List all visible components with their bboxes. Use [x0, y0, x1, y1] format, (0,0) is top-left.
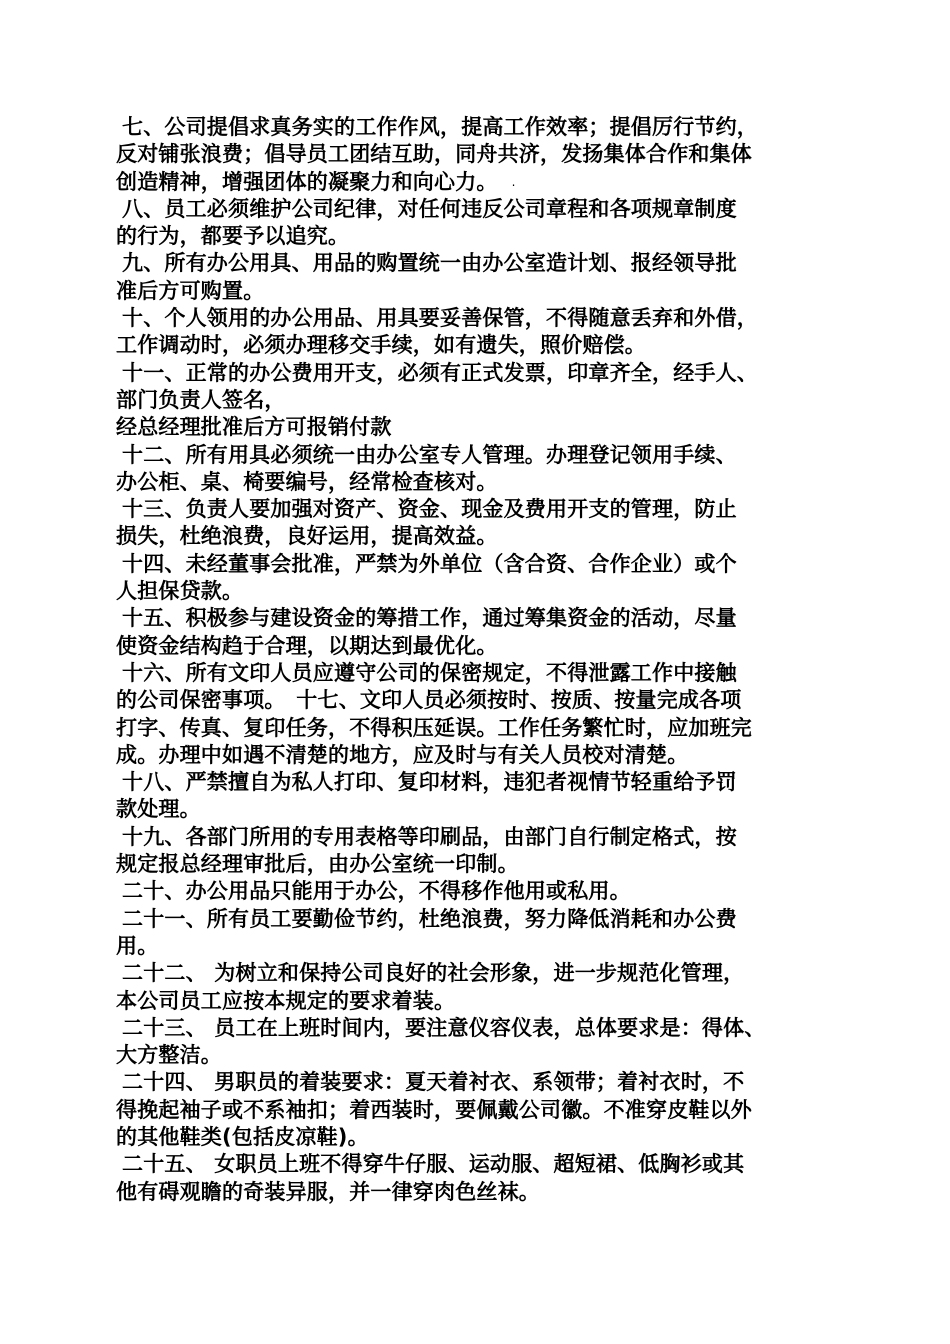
text-line — [116, 551, 840, 578]
line-text: 创造精神，增强团体的凝聚力和向心力。 — [116, 169, 498, 194]
line-text: 损失，杜绝浪费，良好运用，提高效益。 — [116, 524, 498, 549]
text-line — [116, 523, 840, 550]
text-line — [116, 1151, 840, 1178]
line-text: 使资金结构趋于合理，以期达到最优化。 — [116, 633, 498, 658]
text-line — [116, 305, 840, 332]
text-line — [116, 1179, 840, 1206]
text-line — [116, 851, 840, 878]
text-line — [116, 360, 840, 387]
line-text: 十三、负责人要加强对资产、资金、现金及费用开支的管理，防止 — [122, 497, 737, 522]
line-text: 八、员工必须维护公司纪律，对任何违反公司章程和各项规章制度 — [122, 196, 737, 221]
text-line — [116, 387, 840, 414]
text-line — [116, 878, 840, 905]
text-line — [116, 1097, 840, 1124]
line-text: 十二、所有用具必须统一由办公室专人管理。办理登记领用手续、 — [122, 442, 737, 467]
line-text: 得挽起袖子或不系袖扣；着西装时，要佩戴公司徽。不准穿皮鞋以外 — [116, 1097, 752, 1122]
line-text: 款处理。 — [116, 797, 201, 822]
line-text: 办公柜、桌、椅要编号，经常检查核对。 — [116, 469, 498, 494]
line-text: 十九、各部门所用的专用表格等印刷品，由部门自行制定格式，按 — [122, 824, 737, 849]
text-line — [116, 469, 840, 496]
text-line — [116, 906, 840, 933]
line-text: 二十一、所有员工要勤俭节约，杜绝浪费，努力降低消耗和办公费 — [122, 906, 737, 931]
line-text: 二十三、 员工在上班时间内，要注意仪容仪表，总体要求是：得体、 — [122, 1015, 766, 1040]
text-line — [116, 796, 840, 823]
text-line — [116, 660, 840, 687]
text-line — [116, 988, 840, 1015]
line-text: 大方整洁。 — [116, 1043, 222, 1068]
text-line — [116, 141, 840, 168]
text-line — [116, 824, 840, 851]
text-line — [116, 1015, 840, 1042]
text-line — [116, 442, 840, 469]
line-text: 二十二、 为树立和保持公司良好的社会形象，进一步规范化管理， — [122, 961, 745, 986]
text-line — [116, 169, 840, 196]
document-body — [116, 114, 840, 1206]
line-text: 二十四、 男职员的着装要求：夏天着衬衣、系领带；着衬衣时，不 — [122, 1070, 745, 1095]
text-line — [116, 933, 840, 960]
line-text: 本公司员工应按本规定的要求着装。 — [116, 988, 456, 1013]
line-text: 的其他鞋类(包括皮凉鞋)。 — [116, 1124, 369, 1149]
text-line — [116, 633, 840, 660]
line-text: 部门负责人签名， — [116, 387, 286, 412]
text-line — [116, 1042, 840, 1069]
text-line — [116, 742, 840, 769]
line-text: 规定报总经理审批后，由办公室统一印制。 — [116, 852, 519, 877]
text-line — [116, 960, 840, 987]
text-line — [116, 196, 840, 223]
text-line — [116, 769, 840, 796]
text-line — [116, 1124, 840, 1151]
text-line — [116, 496, 840, 523]
text-line — [116, 278, 840, 305]
text-line — [116, 578, 840, 605]
line-text: 的行为，都要予以追究。 — [116, 224, 350, 249]
line-text: 人担保贷款。 — [116, 579, 244, 604]
text-line — [116, 223, 840, 250]
text-line — [116, 1069, 840, 1096]
line-text: 他有碍观瞻的奇装异服，并一律穿肉色丝袜。 — [116, 1179, 540, 1204]
line-text: 打字、传真、复印任务，不得积压延误。工作任务繁忙时，应加班完 — [116, 715, 752, 740]
line-text: 十一、正常的办公费用开支，必须有正式发票，印章齐全，经手人、 — [122, 360, 758, 385]
text-line — [116, 332, 840, 359]
line-text: 十四、未经董事会批准，严禁为外单位（含合资、合作企业）或个 — [122, 551, 737, 576]
text-line — [116, 715, 840, 742]
stray-mark: . — [511, 174, 516, 189]
line-text: 反对铺张浪费；倡导员工团结互助，同舟共济，发扬集体合作和集体 — [116, 142, 752, 167]
text-line — [116, 114, 840, 141]
line-text: 十五、积极参与建设资金的筹措工作，通过筹集资金的活动，尽量 — [122, 606, 737, 631]
line-text: 二十五、 女职员上班不得穿牛仔服、运动服、超短裙、低胸衫或其 — [122, 1152, 745, 1177]
line-text: 的公司保密事项。 十七、文印人员必须按时、按质、按量完成各项 — [116, 688, 742, 713]
text-line — [116, 687, 840, 714]
line-text: 准后方可购置。 — [116, 278, 265, 303]
line-text: 十、个人领用的办公用品、用具要妥善保管，不得随意丢弃和外借， — [122, 306, 758, 331]
line-text: 工作调动时，必须办理移交手续，如有遗失，照价赔偿。 — [116, 333, 646, 358]
line-text: 成。办理中如遇不清楚的地方，应及时与有关人员校对清楚。 — [116, 742, 689, 767]
text-line — [116, 605, 840, 632]
text-line — [116, 250, 840, 277]
line-text: 七、公司提倡求真务实的工作作风，提高工作效率；提倡厉行节约， — [122, 115, 758, 139]
line-text: 十六、所有文印人员应遵守公司的保密规定，不得泄露工作中接触 — [122, 660, 737, 685]
line-text: 经总经理批准后方可报销付款 — [116, 415, 392, 440]
line-text: 用。 — [116, 933, 159, 958]
text-line — [116, 414, 840, 441]
line-text: 二十、办公用品只能用于办公，不得移作他用或私用。 — [122, 879, 631, 904]
line-text: 十八、严禁擅自为私人打印、复印材料，违犯者视情节轻重给予罚 — [122, 770, 737, 795]
line-text: 九、所有办公用具、用品的购置统一由办公室造计划、报经领导批 — [122, 251, 737, 276]
